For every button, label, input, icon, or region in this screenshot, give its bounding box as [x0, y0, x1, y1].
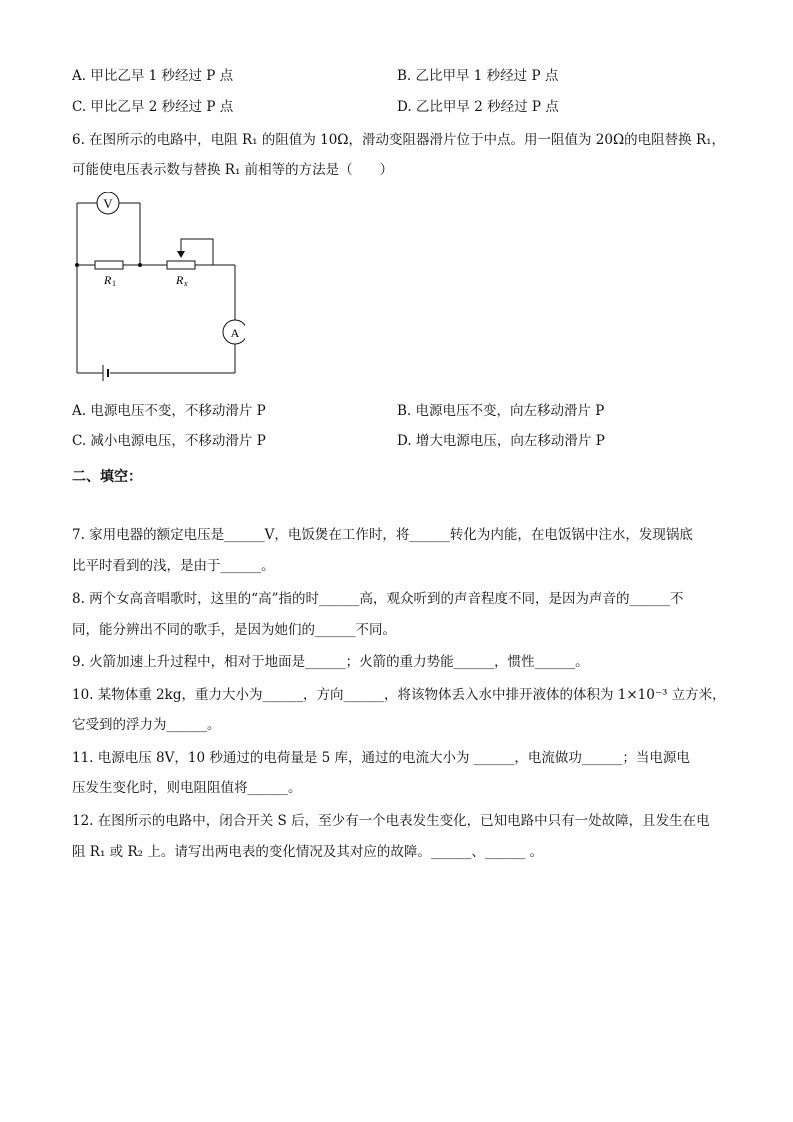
resistor-rx [167, 261, 195, 269]
q6-stem-line1: 6. 在图所示的电路中，电阻 R₁ 的阻值为 10Ω，滑动变阻器滑片位于中点。用一阻值为 20Ω的电阻替换 R₁， [72, 132, 726, 148]
q6-option-c: C. 减小电源电压，不移动滑片 P [72, 433, 266, 449]
q7-line2: 比平时看到的浅，是由于______。 [72, 558, 275, 574]
rx-label: R [176, 273, 184, 287]
q5-option-a: A. 甲比乙早 1 秒经过 P 点 [72, 68, 234, 84]
r1-label: R [104, 273, 112, 287]
q9-line1: 9. 火箭加速上升过程中，相对于地面是______；火箭的重力势能______，惯性______。 [72, 654, 589, 670]
slider-arrow [177, 251, 185, 258]
q5-option-c: C. 甲比乙早 2 秒经过 P 点 [72, 99, 234, 115]
q12-line2: 阻 R₁ 或 R₂ 上。请写出两电表的变化情况及其对应的故障。______、______ 。 [72, 844, 544, 860]
ammeter-label: A [230, 326, 240, 340]
section-title: 二、填空： [72, 469, 142, 485]
junction-right [138, 263, 142, 267]
rx-subscript: x [184, 279, 188, 288]
q6-option-d: D. 增大电源电压，向左移动滑片 P [397, 433, 605, 449]
r1-subscript: 1 [112, 279, 116, 288]
q11-line1: 11. 电源电压 8V，10 秒通过的电荷量是 5 库，通过的电流大小为 ______，电流做功______；当电源电 [72, 750, 690, 766]
q5-option-d: D. 乙比甲早 2 秒经过 P 点 [397, 99, 559, 115]
q10-line2: 它受到的浮力为______。 [72, 717, 221, 733]
q8-line2: 同，能分辨出不同的歌手，是因为她们的______不同。 [72, 622, 396, 638]
q5-option-b: B. 乙比甲早 1 秒经过 P 点 [397, 68, 559, 84]
junction-left [75, 263, 79, 267]
q6-option-b: B. 电源电压不变，向左移动滑片 P [397, 403, 605, 419]
voltmeter-label: V [103, 196, 113, 211]
q10-line1: 10. 某物体重 2kg，重力大小为______，方向______，将该物体丢入水中排开液体的体积为 1×10⁻³ 立方米， [72, 687, 726, 703]
q12-line1: 12. 在图所示的电路中，闭合开关 S 后，至少有一个电表发生变化，已知电路中只有一处故障，且发生在电 [72, 813, 710, 829]
circuit-diagram [70, 192, 245, 387]
q6-stem-line2: 可能使电压表示数与替换 R₁ 前相等的方法是（ ） [72, 162, 394, 178]
q11-line2: 压发生变化时，则电阻阻值将______。 [72, 780, 302, 796]
q7-line1: 7. 家用电器的额定电压是______V，电饭煲在工作时，将______转化为内能，在电饭锅中注水，发现锅底 [72, 527, 693, 543]
q6-option-a: A. 电源电压不变，不移动滑片 P [72, 403, 266, 419]
q8-line1: 8. 两个女高音唱歌时，这里的“高”指的时______高，观众听到的声音程度不同，是因为声音的______不 [72, 591, 684, 607]
resistor-r1 [95, 261, 123, 269]
